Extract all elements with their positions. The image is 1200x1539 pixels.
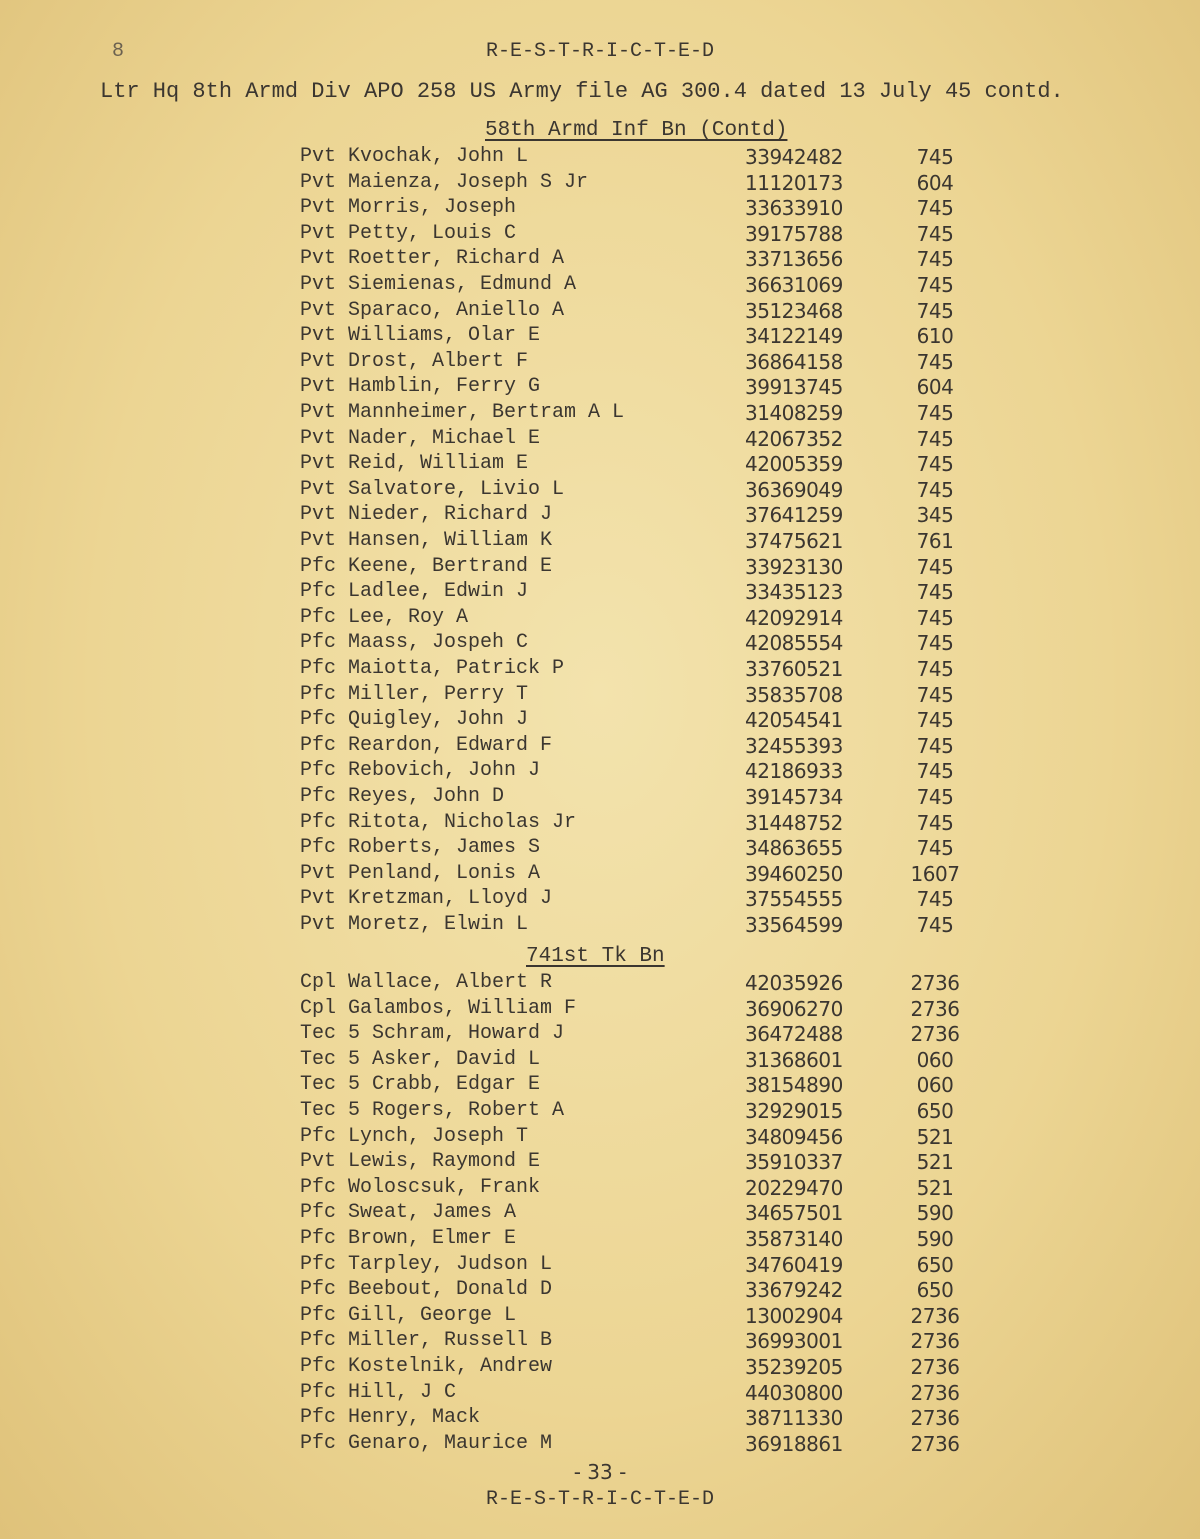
soldier-name: Pfc Gill, George L (300, 1303, 517, 1327)
soldier-name: Pvt Drost, Albert F (300, 349, 529, 373)
soldier-name: Pfc Tarpley, Judson L (300, 1252, 553, 1276)
mos-code: 745 (916, 785, 954, 809)
serial-number: 36993001 (745, 1329, 843, 1354)
serial-number: 31368601 (745, 1047, 843, 1072)
mos-code: 060 (916, 1073, 954, 1098)
serial-number: 42085554 (745, 631, 843, 656)
mos-code: 745 (916, 196, 954, 221)
soldier-name: Pfc Kostelnik, Andrew (300, 1355, 553, 1378)
soldier-name: Tec 5 Crabb, Edgar E (300, 1073, 541, 1097)
soldier-name: Pfc Lee, Roy A (300, 605, 469, 629)
serial-number: 13002904 (745, 1303, 843, 1328)
soldier-name: Pfc Miller, Russell B (300, 1329, 553, 1353)
soldier-name: Pfc Miller, Perry T (300, 682, 529, 706)
soldier-name: Pfc Keene, Bertrand E (300, 554, 553, 578)
serial-number: 36631069 (745, 273, 843, 297)
soldier-name: Pfc Ritota, Nicholas Jr (300, 810, 577, 834)
serial-number: 34760419 (745, 1252, 843, 1277)
soldier-name: Pvt Hamblin, Ferry G (300, 375, 541, 399)
soldier-name: Pfc Beebout, Donald D (300, 1278, 553, 1302)
serial-number: 42005359 (745, 452, 843, 477)
mos-code: 060 (916, 1047, 954, 1072)
mos-code: 761 (916, 529, 954, 553)
mos-code: 604 (916, 375, 954, 400)
serial-number: 20229470 (745, 1175, 843, 1200)
soldier-name: Pvt Morris, Joseph (300, 196, 517, 220)
serial-number: 35239205 (745, 1355, 843, 1379)
mos-code: 745 (916, 426, 954, 451)
serial-number: 36472488 (745, 1022, 843, 1047)
soldier-name: Pfc Quigley, John J (300, 708, 529, 732)
soldier-name: Tec 5 Rogers, Robert A (300, 1099, 565, 1122)
soldier-name: Pvt Siemienas, Edmund A (300, 273, 577, 296)
mos-code: 745 (916, 605, 954, 630)
soldier-name: Pvt Maienza, Joseph S Jr (300, 170, 589, 194)
serial-number: 36369049 (745, 477, 843, 502)
mos-code: 745 (916, 631, 954, 656)
soldier-name: Pfc Henry, Mack (300, 1406, 481, 1430)
serial-number: 31408259 (745, 401, 843, 425)
mos-code: 650 (916, 1099, 954, 1123)
mos-code: 610 (916, 324, 954, 349)
serial-number: 36864158 (745, 349, 843, 374)
soldier-name: Pfc Maass, Jospeh C (300, 631, 529, 655)
serial-number: 37554555 (745, 887, 843, 912)
mos-code: 745 (916, 477, 954, 502)
mos-code: 745 (916, 657, 954, 681)
serial-number: 35910337 (745, 1150, 843, 1175)
soldier-name: Pvt Sparaco, Aniello A (300, 298, 565, 322)
mos-code: 2736 (910, 1303, 960, 1328)
mos-code: 745 (916, 247, 954, 272)
soldier-name: Pvt Nader, Michael E (300, 426, 541, 450)
mos-code: 345 (916, 503, 954, 528)
serial-number: 34863655 (745, 836, 843, 861)
mos-code: 745 (916, 887, 954, 912)
soldier-name: Cpl Galambos, William F (300, 996, 577, 1020)
serial-number: 31448752 (745, 810, 843, 835)
serial-number: 38711330 (745, 1406, 843, 1431)
serial-number: 33679242 (745, 1278, 843, 1303)
serial-number: 39145734 (745, 785, 843, 809)
mos-code: 2736 (910, 1380, 960, 1405)
mos-code: 2736 (910, 1329, 960, 1354)
corner-mark: 8 (112, 40, 125, 63)
serial-number: 39913745 (745, 375, 843, 400)
classification-header: R-E-S-T-R-I-C-T-E-D (485, 40, 715, 63)
soldier-name: Pvt Kretzman, Lloyd J (300, 887, 553, 911)
soldier-name: Pfc Roberts, James S (300, 836, 541, 860)
mos-code: 745 (916, 708, 954, 733)
serial-number: 42035926 (745, 971, 843, 995)
serial-number: 42186933 (745, 759, 843, 784)
mos-code: 745 (916, 298, 954, 323)
mos-code: 745 (916, 733, 954, 758)
mos-code: 745 (916, 273, 954, 297)
soldier-name: Pfc Reardon, Edward F (300, 733, 553, 757)
serial-number: 32455393 (745, 733, 843, 758)
serial-number: 42067352 (745, 426, 843, 451)
serial-number: 34657501 (745, 1201, 843, 1226)
mos-code: 745 (916, 836, 954, 861)
serial-number: 38154890 (745, 1073, 843, 1098)
serial-number: 33923130 (745, 554, 843, 579)
mos-code: 745 (916, 759, 954, 784)
serial-number: 42092914 (745, 605, 843, 630)
serial-number: 33713656 (745, 247, 843, 272)
mos-code: 590 (916, 1201, 954, 1226)
serial-number: 42054541 (745, 708, 843, 733)
soldier-name: Pvt Lewis, Raymond E (300, 1150, 541, 1174)
soldier-name: Tec 5 Asker, David L (300, 1047, 541, 1071)
serial-number: 34122149 (745, 324, 843, 349)
serial-number: 33942482 (745, 145, 843, 169)
mos-code: 745 (916, 349, 954, 374)
mos-code: 650 (916, 1252, 954, 1277)
soldier-name: Pfc Woloscsuk, Frank (300, 1175, 541, 1199)
soldier-name: Pvt Kvochak, John L (300, 145, 529, 168)
mos-code: 521 (916, 1150, 954, 1175)
soldier-name: Pvt Reid, William E (300, 452, 529, 476)
serial-number: 44030800 (745, 1380, 843, 1405)
classification-footer: R-E-S-T-R-I-C-T-E-D (485, 1488, 715, 1511)
mos-code: 2736 (910, 996, 960, 1021)
serial-number: 39175788 (745, 221, 843, 246)
soldier-name: Pfc Hill, J C (300, 1380, 457, 1404)
serial-number: 33435123 (745, 580, 843, 605)
serial-number: 35123468 (745, 298, 843, 323)
mos-code: 745 (916, 401, 954, 425)
soldier-name: Pfc Brown, Elmer E (300, 1227, 517, 1250)
soldier-name: Tec 5 Schram, Howard J (300, 1022, 565, 1046)
soldier-name: Pvt Mannheimer, Bertram A L (300, 401, 625, 424)
serial-number: 33564599 (745, 913, 843, 937)
reference-line: Ltr Hq 8th Armd Div APO 258 US Army file AG 300.4 dated 13 July 45 contd. (100, 79, 1064, 104)
mos-code: 745 (916, 554, 954, 579)
soldier-name: Pfc Lynch, Joseph T (300, 1124, 529, 1148)
serial-number: 11120173 (745, 170, 843, 195)
section-title-741st-tk-bn: 741st Tk Bn (526, 945, 665, 968)
soldier-name: Pvt Salvatore, Livio L (300, 477, 565, 501)
serial-number: 37475621 (745, 529, 843, 553)
mos-code: 604 (916, 170, 954, 195)
mos-code: 745 (916, 145, 954, 169)
mos-code: 745 (916, 452, 954, 477)
serial-number: 35835708 (745, 682, 843, 707)
mos-code: 745 (916, 682, 954, 707)
serial-number: 36918861 (745, 1431, 843, 1456)
mos-code: 590 (916, 1227, 954, 1251)
mos-code: 2736 (910, 1022, 960, 1047)
mos-code: 745 (916, 221, 954, 246)
soldier-name: Pvt Moretz, Elwin L (300, 913, 529, 936)
soldier-name: Pfc Genaro, Maurice M (300, 1431, 553, 1455)
serial-number: 39460250 (745, 861, 843, 886)
soldier-name: Pvt Roetter, Richard A (300, 247, 565, 271)
soldier-name: Pfc Reyes, John D (300, 785, 505, 808)
serial-number: 35873140 (745, 1227, 843, 1251)
soldier-name: Pvt Williams, Olar E (300, 324, 541, 348)
mos-code: 745 (916, 810, 954, 835)
soldier-name: Cpl Wallace, Albert R (300, 971, 553, 994)
mos-code: 650 (916, 1278, 954, 1303)
mos-code: 2736 (910, 1355, 960, 1379)
serial-number: 32929015 (745, 1099, 843, 1123)
mos-code: 745 (916, 913, 954, 937)
mos-code: 2736 (910, 971, 960, 995)
soldier-name: Pvt Petty, Louis C (300, 221, 517, 245)
serial-number: 33633910 (745, 196, 843, 221)
serial-number: 33760521 (745, 657, 843, 681)
mos-code: 521 (916, 1124, 954, 1149)
soldier-name: Pfc Ladlee, Edwin J (300, 580, 529, 604)
serial-number: 34809456 (745, 1124, 843, 1149)
serial-number: 36906270 (745, 996, 843, 1021)
serial-number: 37641259 (745, 503, 843, 528)
soldier-name: Pfc Maiotta, Patrick P (300, 657, 565, 680)
mos-code: 1607 (910, 861, 960, 886)
soldier-name: Pvt Penland, Lonis A (300, 861, 541, 885)
mos-code: 2736 (910, 1431, 960, 1456)
mos-code: 745 (916, 580, 954, 605)
mos-code: 521 (916, 1175, 954, 1200)
soldier-name: Pfc Sweat, James A (300, 1201, 517, 1225)
soldier-name: Pvt Hansen, William K (300, 529, 553, 552)
soldier-name: Pfc Rebovich, John J (300, 759, 541, 783)
section-title-58th-armd-inf-bn: 58th Armd Inf Bn (Contd) (485, 119, 788, 142)
page-number: - 33 - (573, 1460, 627, 1484)
soldier-name: Pvt Nieder, Richard J (300, 503, 553, 527)
mos-code: 2736 (910, 1406, 960, 1431)
